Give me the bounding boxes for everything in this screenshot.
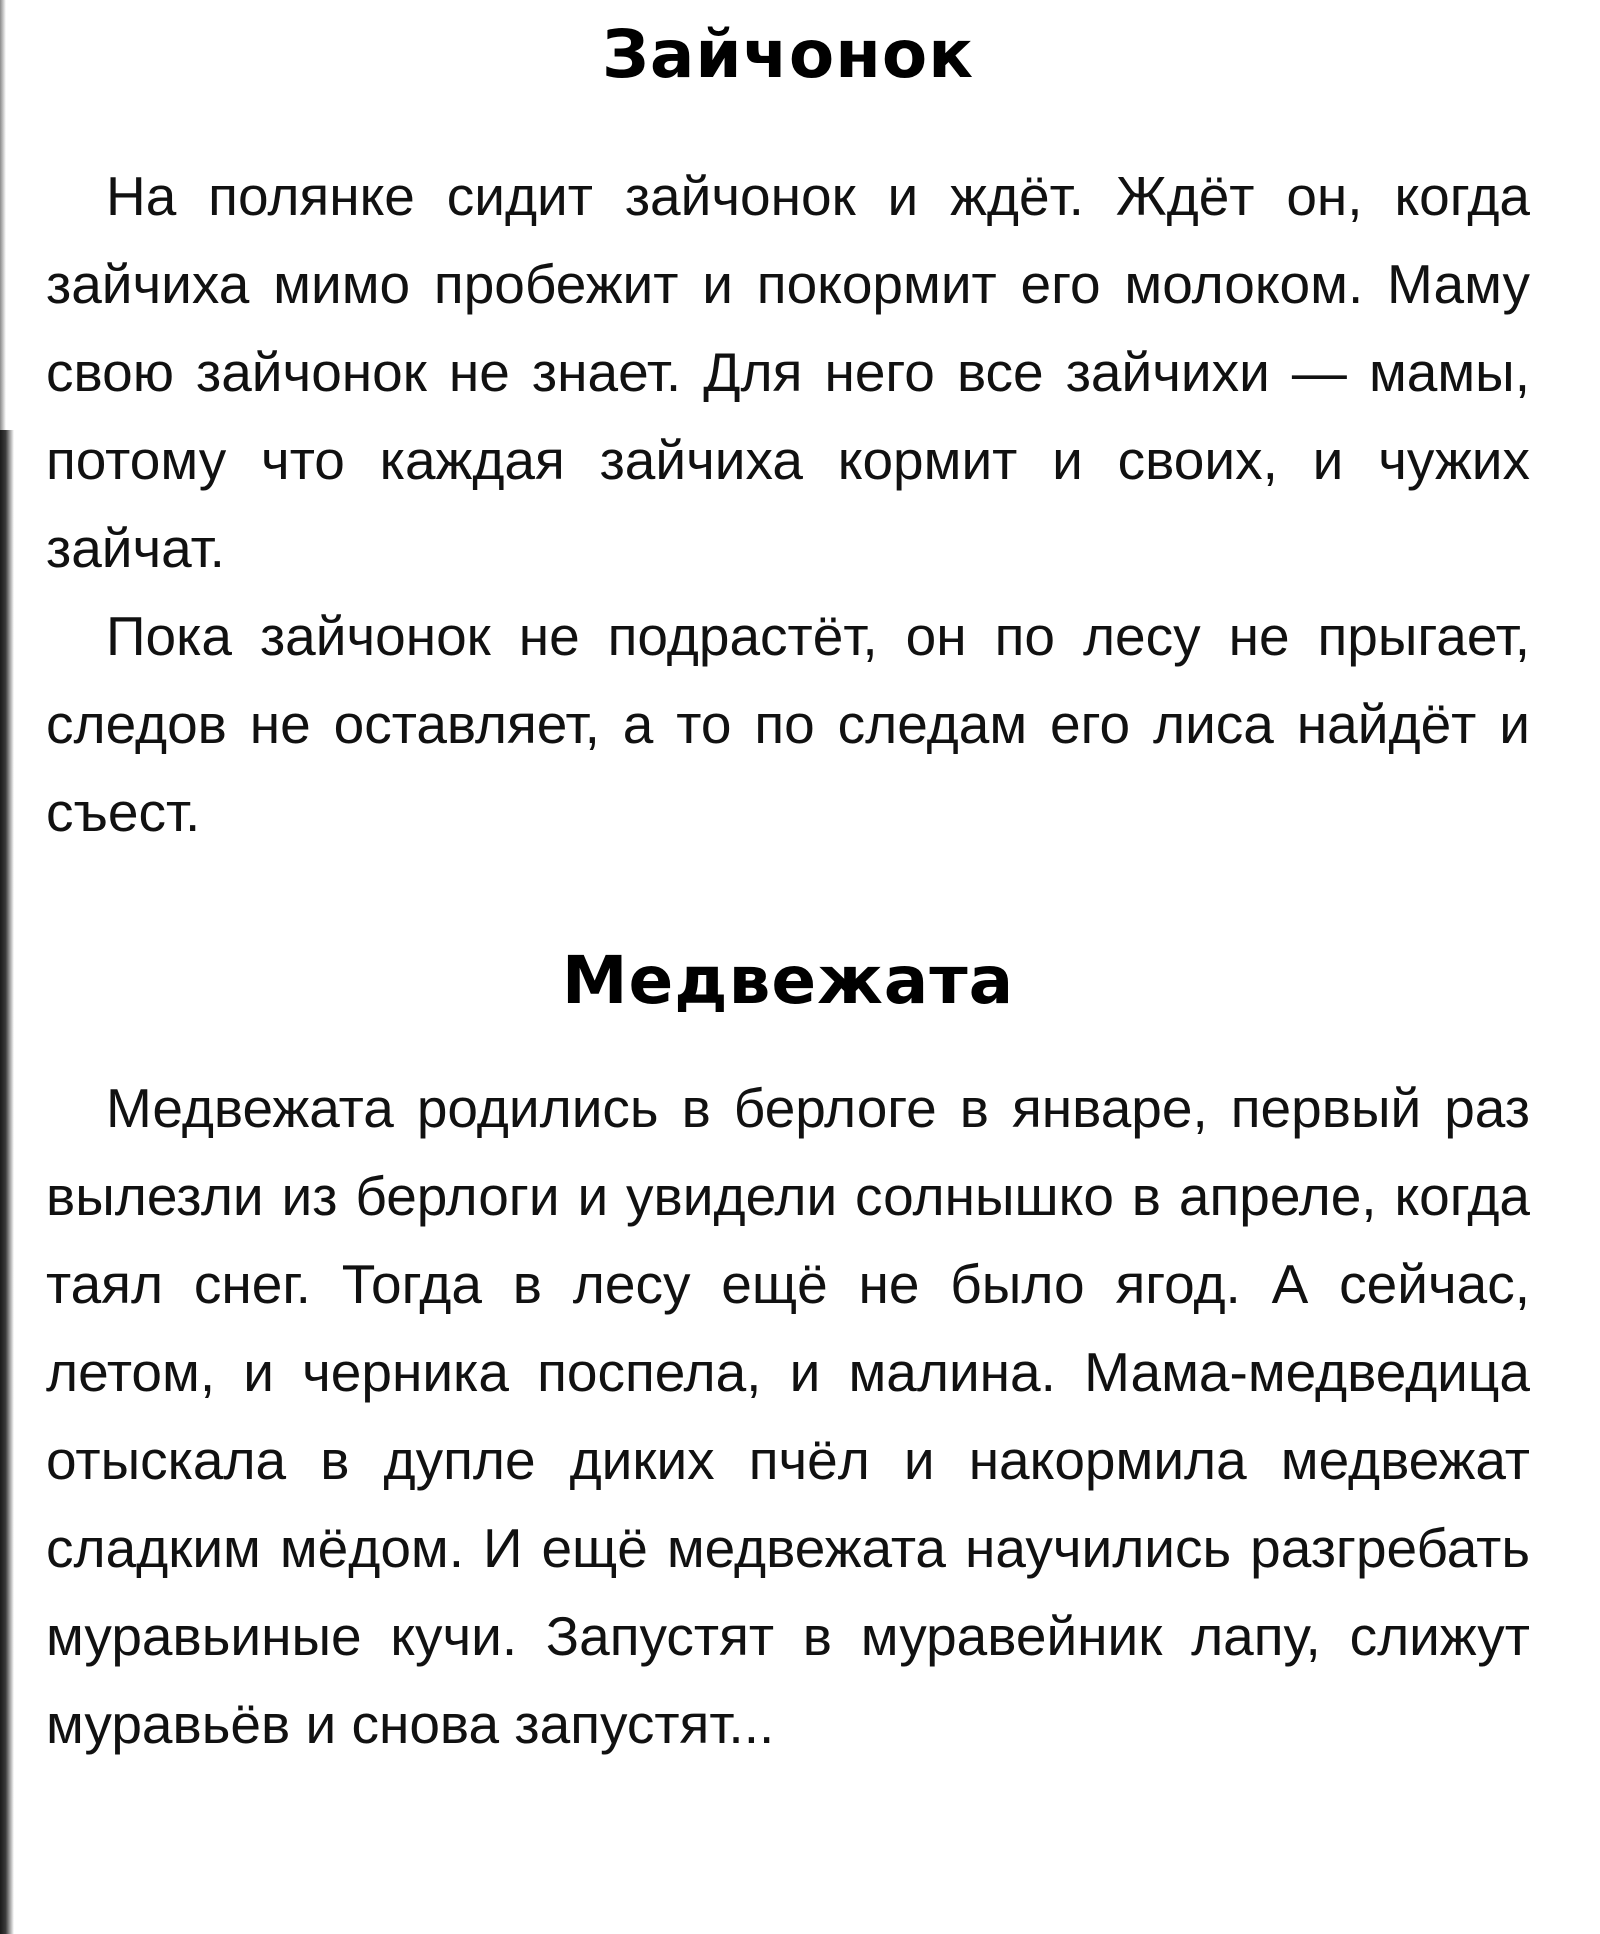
story-paragraph: Пока зайчонок не подрастёт, он по лесу не прыгает, следов не оставляет, а то по следам его лиса найдёт и съест. [46, 605, 1530, 843]
story-body [46, 152, 1530, 856]
story-body [46, 1064, 1530, 1768]
story-paragraph: Медвежата родились в берлоге в январе, первый раз вылезли из берлоги и увидели солнышко в апреле, когда таял снег. Тогда в лесу ещё не было ягод. А сейчас, летом, и черника поспела, и малина. Мама-медведица отыскала в дупле диких пчёл и накормила медвежат сладким мёдом. И ещё медвежата научились разгребать муравьиные кучи. Запустят в муравейник лапу, слижут муравьёв и снова запустят... [46, 1077, 1530, 1755]
page-edge-shadow-top [0, 0, 6, 430]
story-paragraph: На полянке сидит зайчонок и ждёт. Ждёт он, когда зайчиха мимо пробежит и покормит его молоком. Маму свою зайчонок не знает. Для него все зайчихи — мамы, потому что каждая зайчиха кормит и своих, и чужих зайчат. [46, 165, 1530, 579]
page-edge-shadow [0, 430, 14, 1934]
story-title: Зайчонок [601, 16, 975, 93]
story-title: Медвежата [561, 942, 1015, 1019]
